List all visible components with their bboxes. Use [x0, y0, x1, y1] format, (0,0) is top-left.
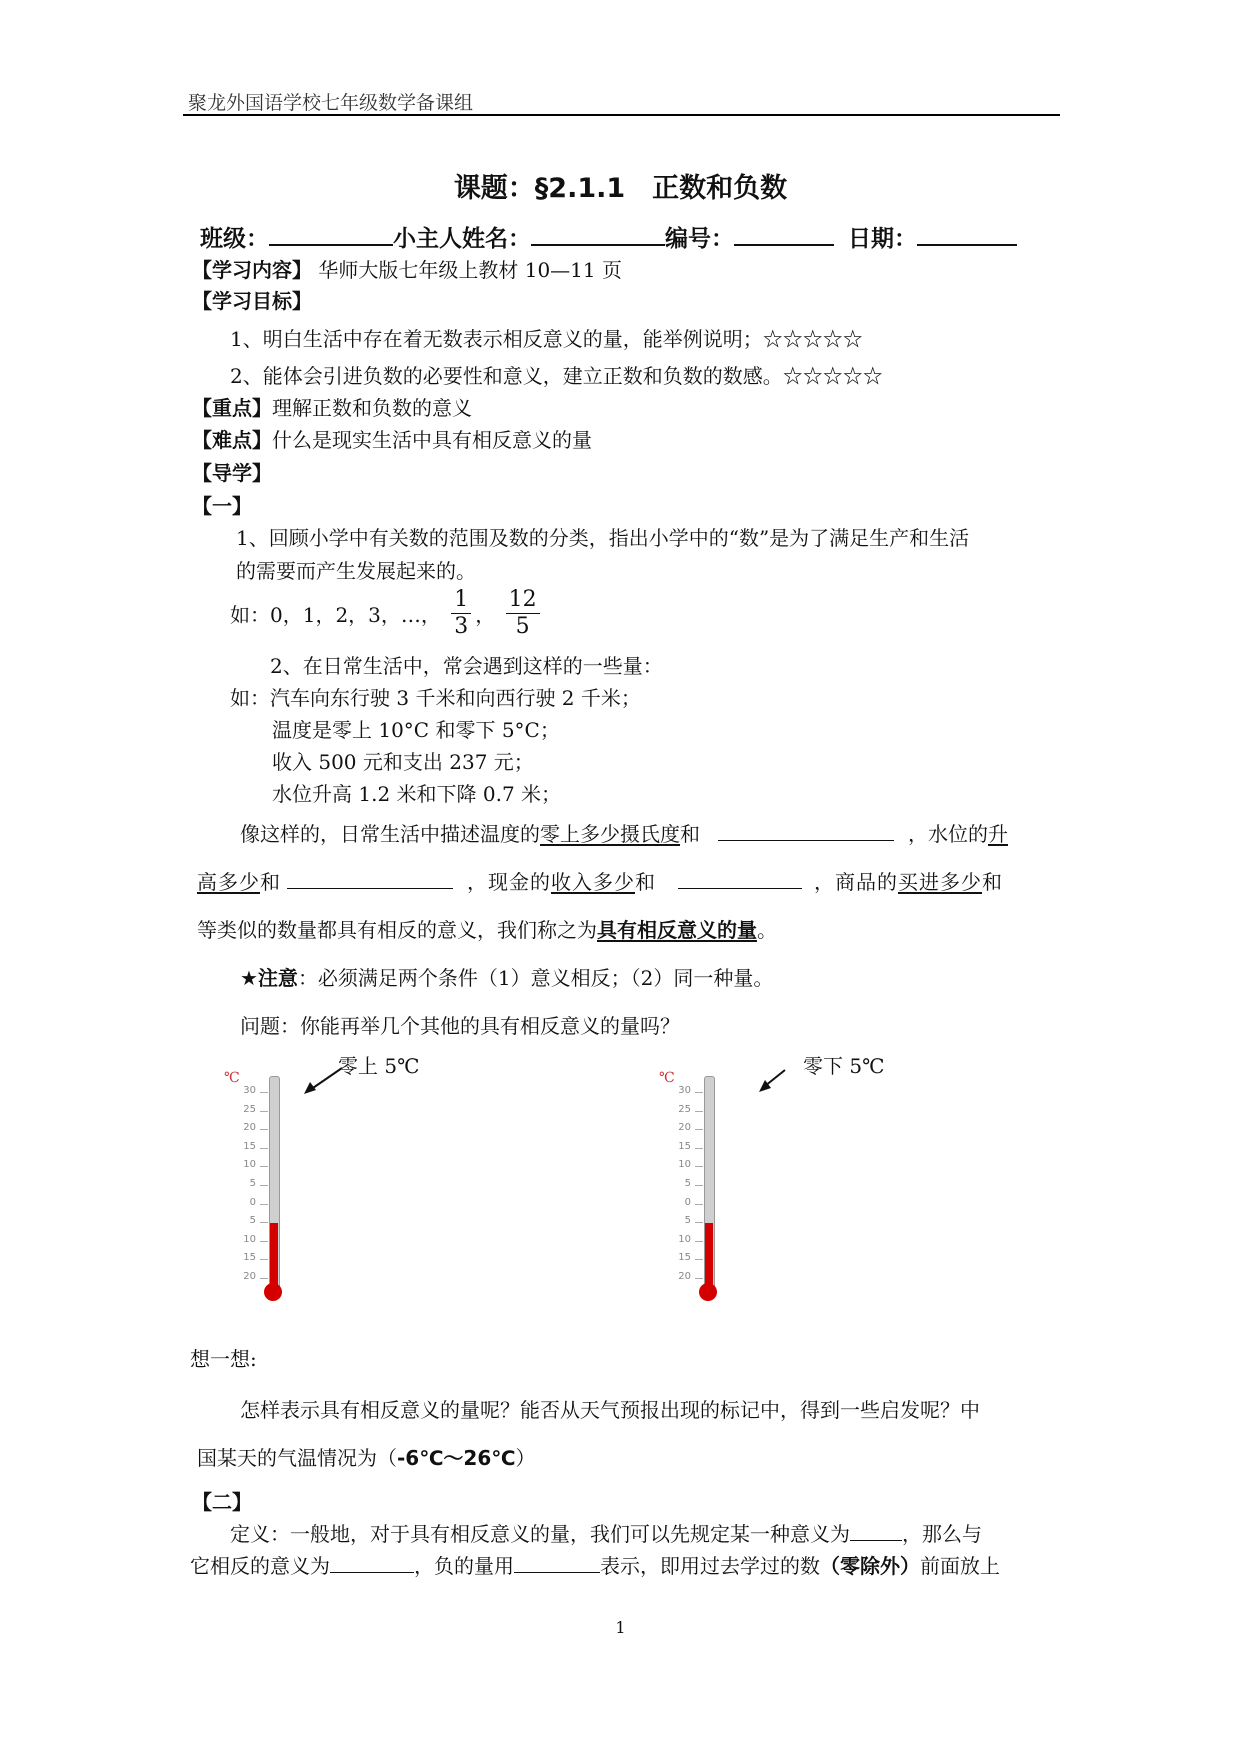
p2-example-1: 如：汽车向东行驶 3 千米和向西行驶 2 千米；: [230, 686, 641, 710]
learning-content: [192, 254, 622, 283]
tick-label: 0: [249, 1196, 256, 1208]
note-text: ：必须满足两个条件（1）意义相反；（2）同一种量。: [297, 966, 774, 990]
fill-blank-water[interactable]: [287, 868, 453, 889]
def-blank-positive[interactable]: [850, 1520, 902, 1541]
tick-label: 30: [678, 1085, 691, 1096]
example-prefix: 如：0，1，2，3，…，: [230, 603, 441, 627]
tick-mark: [695, 1166, 703, 1167]
p2-example-2: 温度是零上 10°C 和零下 5°C；: [272, 718, 560, 742]
tick-label: 15: [678, 1252, 691, 1264]
page-number: 1: [615, 1618, 626, 1637]
fill-underlined: 买进多少: [898, 870, 982, 894]
thermo-unit: ℃: [659, 1070, 675, 1086]
tick-mark: [260, 1111, 268, 1112]
tick-mark: [260, 1148, 268, 1149]
fill-text: 和: [680, 822, 700, 846]
p2-example-3: 收入 500 元和支出 237 元；: [272, 750, 534, 774]
fill-blank-cash[interactable]: [678, 868, 802, 889]
tick-mark: [695, 1129, 703, 1130]
definition-line-2: [190, 1550, 1000, 1579]
thermo-bulb: [699, 1283, 717, 1301]
tick-mark: [260, 1185, 268, 1186]
fill-underlined: 高多少: [197, 870, 260, 894]
fill-underlined: 升: [988, 822, 1008, 846]
tick-mark: [695, 1185, 703, 1186]
def-text: 前面放上: [920, 1554, 1000, 1578]
thermometer-right: [655, 1050, 895, 1315]
tick-mark: [695, 1111, 703, 1112]
tick-label: 5: [684, 1215, 691, 1227]
think-text: 国某天的气温情况为（: [197, 1446, 397, 1470]
tick-label: 5: [249, 1215, 256, 1227]
tick-mark: [695, 1241, 703, 1242]
key-text: 理解正数和负数的意义: [272, 396, 472, 420]
header-rule: [183, 114, 1060, 116]
def-text: 表示，即用过去学过的数: [600, 1554, 820, 1578]
fraction-denominator: 5: [506, 613, 540, 640]
tick-mark: [695, 1204, 703, 1205]
thermo-unit: ℃: [224, 1070, 240, 1086]
arrow-icon: [755, 1064, 801, 1098]
fraction-twelve-fifths: [506, 587, 540, 640]
guide-label: 【导学】: [192, 461, 272, 485]
content-text: 华师大版七年级上教材 10—11 页: [318, 258, 622, 282]
tick-label: 15: [678, 1140, 691, 1152]
tick-label: 0: [684, 1196, 691, 1208]
fraction-separator: ，: [475, 603, 496, 627]
think-line-2: [197, 1442, 536, 1471]
class-field[interactable]: [269, 222, 393, 246]
tick-mark: [695, 1278, 703, 1279]
key-term: 具有相反意义的量: [597, 918, 757, 942]
think-text: ）: [515, 1446, 536, 1470]
tick-label: 15: [243, 1140, 256, 1152]
p1-line2: 的需要而产生发展起来的。: [236, 559, 476, 583]
page-title: 课题：§2.1.1 正数和负数: [453, 173, 788, 204]
tick-label: 10: [243, 1159, 256, 1171]
tick-label: 20: [678, 1271, 691, 1282]
goal-2: 2、能体会引进负数的必要性和意义，建立正数和负数的数感。☆☆☆☆☆: [230, 364, 883, 388]
question: 问题：你能再举几个其他的具有相反意义的量吗？: [240, 1014, 680, 1038]
note: [240, 962, 773, 991]
fill-text: 和: [260, 870, 281, 894]
note-label: ★注意: [240, 966, 298, 990]
fill-text: 等类似的数量都具有相反的意义，我们称之为: [197, 918, 597, 942]
name-label: 小主人姓名：: [393, 226, 531, 252]
tick-label: 25: [243, 1103, 256, 1115]
tick-label: 20: [243, 1271, 256, 1282]
tick-mark: [695, 1092, 703, 1093]
tick-mark: [695, 1259, 703, 1260]
fill-text: ，商品的: [814, 870, 898, 894]
fill-line-3: [197, 914, 777, 943]
def-text: 定义：一般地，对于具有相反意义的量，我们可以先规定某一种意义为: [230, 1522, 850, 1546]
think-label: 想一想:: [190, 1347, 257, 1371]
fill-text: ，水位的: [908, 822, 988, 846]
def-text: ，那么与: [902, 1522, 982, 1546]
think-line-1: 怎样表示具有相反意义的量呢？能否从天气预报出现的标记中，得到一些启发呢？中: [240, 1398, 980, 1422]
key-point: [192, 392, 472, 421]
tick-mark: [260, 1222, 268, 1223]
fraction-denominator: 3: [451, 613, 471, 640]
tick-mark: [695, 1222, 703, 1223]
content-label: 【学习内容】: [192, 258, 312, 282]
info-line: [200, 220, 1017, 253]
tick-label: 5: [684, 1178, 691, 1189]
fill-line-2: [197, 866, 1003, 895]
def-bold: （零除外）: [820, 1554, 920, 1578]
key-label: 【重点】: [192, 396, 272, 420]
thermometer-left: [220, 1050, 460, 1315]
tick-label: 15: [243, 1252, 256, 1264]
p1-line1: 1、回顾小学中有关数的范围及数的分类，指出小学中的“数”是为了满足生产和生活: [236, 526, 970, 550]
tick-mark: [695, 1148, 703, 1149]
tick-label: 20: [678, 1122, 691, 1134]
fraction-numerator: 1: [454, 587, 469, 612]
tick-label: 20: [243, 1122, 256, 1134]
tick-mark: [260, 1166, 268, 1167]
number-field[interactable]: [734, 222, 834, 246]
temperature-range: -6℃～26℃: [397, 1446, 516, 1470]
fill-text: 像这样的，日常生活中描述温度的: [240, 822, 540, 846]
difficult-text: 什么是现实生活中具有相反意义的量: [272, 428, 592, 452]
fraction-one-third: [451, 587, 471, 640]
number-example: [230, 587, 544, 640]
date-field[interactable]: [917, 222, 1017, 246]
def-text: ，负的量用: [414, 1554, 514, 1578]
tick-label: 25: [678, 1103, 691, 1115]
header-school: 聚龙外国语学校七年级数学备课组: [188, 92, 474, 114]
p2-title: 2、在日常生活中，常会遇到这样的一些量：: [270, 654, 663, 678]
goal-1: 1、明白生活中存在着无数表示相反意义的量，能举例说明；☆☆☆☆☆: [230, 327, 863, 351]
thermo-caption: 零下 5℃: [803, 1054, 885, 1078]
part2-label: 【二】: [192, 1490, 252, 1514]
tick-label: 10: [678, 1233, 691, 1245]
def-blank-opposite[interactable]: [330, 1552, 414, 1573]
fill-blank-temperature[interactable]: [718, 820, 894, 841]
thermo-bulb: [264, 1283, 282, 1301]
number-label: 编号：: [665, 226, 734, 252]
tick-mark: [260, 1092, 268, 1093]
fill-underlined: 零上多少摄氏度: [540, 822, 680, 846]
name-field[interactable]: [531, 222, 665, 246]
tick-label: 30: [243, 1085, 256, 1096]
fill-text: 和: [982, 870, 1003, 894]
part1-label: 【一】: [192, 494, 252, 518]
fill-text: 。: [757, 918, 777, 942]
definition-line-1: [230, 1518, 982, 1547]
def-blank-negative[interactable]: [514, 1552, 600, 1573]
class-label: 班级：: [200, 226, 269, 252]
fill-underlined: 收入多少: [551, 870, 635, 894]
difficult-point: [192, 424, 592, 453]
tick-label: 10: [243, 1233, 256, 1245]
tick-mark: [260, 1204, 268, 1205]
fill-text: 和: [635, 870, 656, 894]
date-label: 日期：: [848, 226, 917, 252]
p2-example-4: 水位升高 1.2 米和下降 0.7 米；: [272, 782, 562, 806]
goal-label: 【学习目标】: [192, 289, 312, 313]
fraction-numerator: 12: [508, 587, 537, 612]
tick-mark: [260, 1259, 268, 1260]
def-text: 它相反的意义为: [190, 1554, 330, 1578]
thermo-caption: 零上 5℃: [338, 1054, 420, 1078]
tick-label: 10: [678, 1159, 691, 1171]
tick-mark: [260, 1278, 268, 1279]
fill-line-1: [240, 818, 1008, 847]
difficult-label: 【难点】: [192, 428, 272, 452]
tick-mark: [260, 1129, 268, 1130]
tick-mark: [260, 1241, 268, 1242]
fill-text: ，现金的: [467, 870, 551, 894]
arrow-icon: [300, 1064, 346, 1098]
tick-label: 5: [249, 1178, 256, 1189]
